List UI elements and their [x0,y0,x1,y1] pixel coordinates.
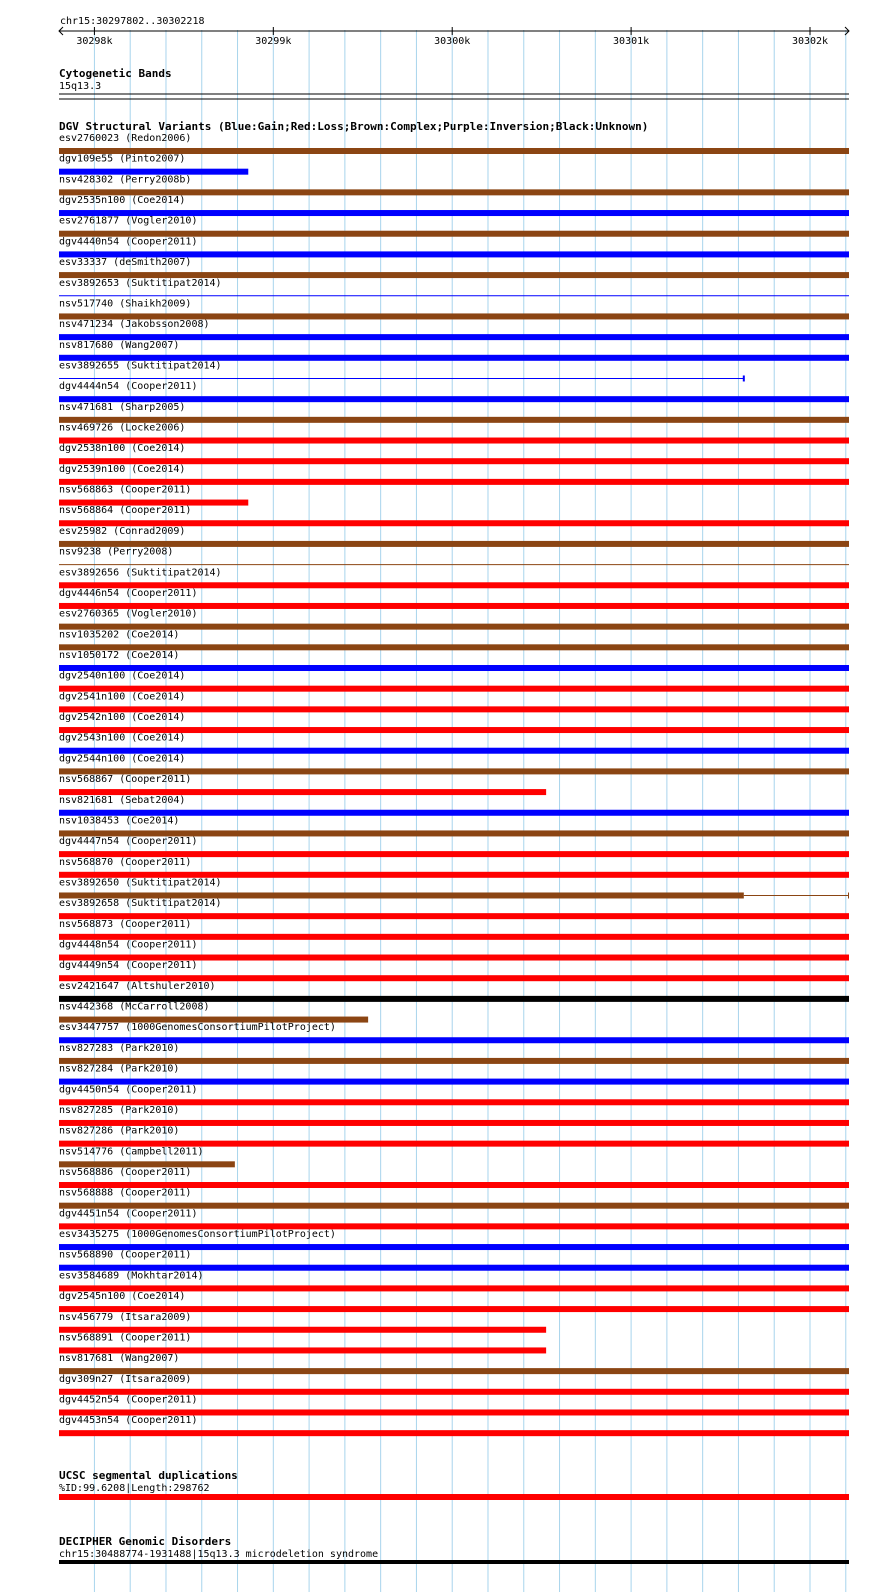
ruler-tick-label: 30300k [434,36,471,47]
dgv-variant-label: nsv568888 (Cooper2011) [59,1187,192,1199]
dgv-variant-row [59,1415,849,1436]
cytoband-label: 15q13.3 [59,81,102,92]
dgv-variant-row [59,1250,849,1271]
ruler-tick-label: 30301k [613,36,650,47]
dgv-variant-label: nsv827285 (Park2010) [59,1104,180,1116]
dgv-variant-label: nsv568891 (Cooper2011) [59,1332,192,1344]
dgv-variant-row [59,981,849,1002]
dgv-variant-row [59,216,849,237]
dgv-variant-label: nsv456779 (Itsara2009) [59,1311,192,1323]
dgv-variant-row [59,319,849,340]
dgv-variant-row [59,1105,849,1126]
dgv-variant-label: nsv442368 (McCarroll2008) [59,1001,210,1013]
dgv-track-title: DGV Structural Variants (Blue:Gain;Red:Loss;Brown:Complex;Purple:Inversion;Black:Unknown) [59,120,649,133]
dgv-variant-label: esv3447757 (1000GenomesConsortiumPilotProject) [59,1022,336,1034]
dgv-variant-label: dgv4450n54 (Cooper2011) [59,1084,198,1096]
dgv-variant-row [59,815,849,836]
dgv-variant-row [59,877,849,898]
decipher-label: chr15:30488774-1931488|15q13.3 microdeletion syndrome [59,1549,379,1560]
dgv-variant-label: dgv4444n54 (Cooper2011) [59,381,198,393]
dgv-variant-label: dgv2538n100 (Coe2014) [59,443,186,455]
dgv-variant-label: nsv817680 (Wang2007) [59,339,180,351]
dgv-variant-label: nsv568886 (Cooper2011) [59,1167,192,1178]
ruler-tick-label: 30298k [76,36,113,47]
dgv-variant-row [59,423,849,444]
dgv-variant-label: nsv817681 (Wang2007) [59,1353,180,1365]
dgv-variant-label: nsv428302 (Perry2008b) [59,174,192,186]
dgv-variant-label: dgv4449n54 (Cooper2011) [59,960,198,972]
dgv-variant-row [59,485,248,506]
dgv-variant-row [59,1084,849,1105]
dgv-variant-row [59,857,849,878]
dgv-variant-row [59,1126,849,1147]
dgv-variant-row [59,547,849,565]
dgv-variant-label: dgv2535n100 (Coe2014) [59,195,186,207]
dgv-variant-row [59,1146,235,1167]
dgv-variant-label: nsv568873 (Cooper2011) [59,918,192,930]
dgv-variant-label: nsv514776 (Campbell2011) [59,1146,204,1158]
segdup-label: %ID:99.6208|Length:298762 [59,1483,210,1494]
dgv-variant-row [59,774,546,795]
dgv-variant-label: esv25982 (Conrad2009) [59,525,186,537]
dgv-variant-label: dgv2543n100 (Coe2014) [59,732,186,744]
dgv-variant-label: nsv827283 (Park2010) [59,1042,180,1054]
dgv-variant-label: dgv109e55 (Pinto2007) [59,153,186,165]
dgv-variant-label: esv2760023 (Redon2006) [59,133,192,144]
dgv-variant-label: esv3892656 (Suktitipat2014) [59,567,222,579]
dgv-variant-row [59,1064,849,1085]
dgv-variant-row [59,340,849,361]
dgv-variant-label: dgv2544n100 (Coe2014) [59,753,186,765]
dgv-variant-row [59,1188,849,1209]
dgv-variant-label: esv3892650 (Suktitipat2014) [59,877,222,889]
segdup-feature[interactable] [59,1494,849,1500]
dgv-variant-row [59,1167,849,1188]
ruler-tick-label: 30302k [791,36,829,47]
dgv-variant-label: dgv4440n54 (Cooper2011) [59,236,198,248]
dgv-variant-row [59,919,849,940]
dgv-variant-bar[interactable] [59,541,849,547]
dgv-variant-row [59,154,248,175]
dgv-variant-row [59,443,849,464]
dgv-variant-row [59,733,849,754]
dgv-variant-row [59,836,849,857]
dgv-variant-label: nsv1035202 (Coe2014) [59,629,180,641]
dgv-variant-row [59,588,849,609]
dgv-variant-row [59,1002,368,1023]
dgv-variant-label: dgv2539n100 (Coe2014) [59,463,186,475]
dgv-variant-row [59,1353,849,1374]
dgv-variant-row [59,1043,849,1064]
dgv-variant-label: esv3584689 (Mokhtar2014) [59,1270,204,1282]
dgv-variant-label: esv33337 (deSmith2007) [59,257,192,269]
dgv-variant-row [59,691,849,712]
dgv-variant-row [59,650,849,671]
dgv-variant-row [59,629,849,650]
dgv-variant-row [59,567,849,588]
dgv-variant-row [59,505,849,526]
dgv-variant-row [59,1332,546,1353]
dgv-variant-label: esv2760365 (Vogler2010) [59,608,198,620]
dgv-variant-label: esv3892658 (Suktitipat2014) [59,898,222,910]
decipher-feature[interactable] [59,1560,849,1564]
dgv-variant-row [59,464,849,485]
dgv-variant-label: dgv4452n54 (Cooper2011) [59,1394,198,1406]
dgv-variant-label: esv3892655 (Suktitipat2014) [59,360,222,372]
dgv-variant-label: nsv827284 (Park2010) [59,1063,180,1075]
dgv-variant-label: nsv1050172 (Coe2014) [59,650,180,661]
dgv-variant-label: dgv4451n54 (Cooper2011) [59,1208,198,1220]
dgv-variant-list [59,133,849,1436]
dgv-variant-label: nsv568890 (Cooper2011) [59,1249,192,1261]
dgv-variant-label: dgv2540n100 (Coe2014) [59,670,186,682]
dgv-variant-row [59,1312,546,1333]
dgv-variant-row [59,133,849,154]
dgv-variant-row [59,671,849,692]
dgv-variant-label: nsv517740 (Shaikh2009) [59,298,192,310]
dgv-variant-label: nsv568870 (Cooper2011) [59,856,192,868]
dgv-variant-row [59,1208,849,1229]
dgv-variant-label: nsv469726 (Locke2006) [59,422,186,434]
dgv-variant-row [59,940,849,961]
dgv-variant-label: dgv2545n100 (Coe2014) [59,1291,186,1303]
dgv-variant-row [59,712,849,733]
dgv-variant-label: nsv821681 (Sebat2004) [59,794,186,806]
position-label: chr15:30297802..30302218 [60,16,205,27]
cytoband-track-title: Cytogenetic Bands [59,67,172,80]
dgv-variant-bar[interactable] [59,1430,849,1436]
dgv-variant-row [59,257,849,278]
dgv-variant-row [59,381,849,402]
dgv-variant-row [59,609,849,630]
dgv-variant-row [59,1394,849,1415]
dgv-variant-row [59,795,849,816]
dgv-variant-row [59,236,849,257]
dgv-variant-row [59,1374,849,1395]
dgv-variant-label: esv2761877 (Vogler2010) [59,215,198,227]
dgv-variant-row [59,402,849,423]
dgv-variant-label: nsv568863 (Cooper2011) [59,484,192,496]
dgv-variant-label: dgv2542n100 (Coe2014) [59,712,186,724]
dgv-variant-row [59,898,849,919]
coordinate-ruler[interactable] [59,27,849,47]
dgv-variant-row [59,278,849,296]
segdup-track-title: UCSC segmental duplications [59,1469,238,1482]
dgv-variant-row [59,526,849,547]
dgv-variant-row [59,298,849,319]
dgv-variant-label: dgv4453n54 (Cooper2011) [59,1415,198,1427]
decipher-track-title: DECIPHER Genomic Disorders [59,1535,232,1548]
dgv-variant-row [59,360,744,381]
dgv-variant-row [59,1270,849,1291]
dgv-variant-label: nsv568867 (Cooper2011) [59,774,192,786]
dgv-variant-label: esv2421647 (Altshuler2010) [59,980,216,992]
ruler-tick-label: 30299k [255,36,292,47]
dgv-variant-label: dgv4447n54 (Cooper2011) [59,836,198,848]
dgv-variant-label: esv3435275 (1000GenomesConsortiumPilotProject) [59,1229,336,1241]
dgv-variant-row [59,753,849,774]
dgv-variant-label: dgv309n27 (Itsara2009) [59,1373,192,1385]
dgv-variant-row [59,174,849,195]
dgv-variant-label: esv3892653 (Suktitipat2014) [59,277,222,289]
dgv-variant-label: dgv4446n54 (Cooper2011) [59,587,198,599]
dgv-variant-label: nsv471681 (Sharp2005) [59,401,186,413]
dgv-variant-row [59,960,849,981]
dgv-variant-label: nsv568864 (Cooper2011) [59,505,192,517]
dgv-variant-label: nsv1038453 (Coe2014) [59,815,180,827]
dgv-variant-row [59,1229,849,1250]
dgv-variant-row [59,1291,849,1312]
dgv-variant-label: nsv471234 (Jakobsson2008) [59,319,210,331]
dgv-variant-label: nsv827286 (Park2010) [59,1125,180,1137]
dgv-variant-label: dgv2541n100 (Coe2014) [59,691,186,703]
dgv-variant-label: dgv4448n54 (Cooper2011) [59,939,198,951]
dgv-variant-label: nsv9238 (Perry2008) [59,546,174,558]
dgv-variant-row [59,195,849,216]
dgv-variant-row [59,1022,849,1043]
